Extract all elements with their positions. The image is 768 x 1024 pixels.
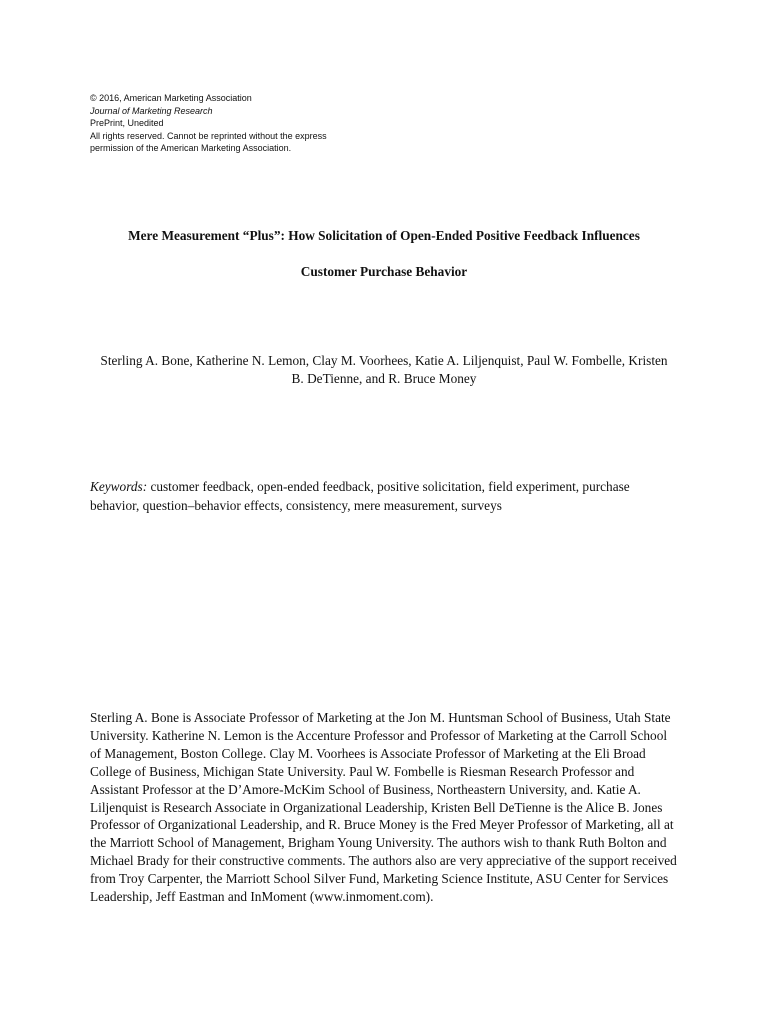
copyright-notice — [90, 92, 390, 155]
journal-name: Journal of Marketing Research — [90, 105, 213, 116]
paper-title-line-1: Mere Measurement “Plus”: How Solicitation of Open-Ended Positive Feedback Influences — [128, 228, 640, 243]
rights-line-2: permission of the American Marketing Association. — [90, 143, 292, 154]
paper-title-line-2: Customer Purchase Behavior — [300, 264, 468, 279]
preprint-status: PrePrint, Unedited — [90, 118, 164, 129]
author-list: Sterling A. Bone, Katherine N. Lemon, Clay M. Voorhees, Katie A. Liljenquist, Paul W. Fombelle, Kristen B. DeTienne, and R. Bruce Money — [100, 353, 668, 386]
author-biographies: Sterling A. Bone is Associate Professor of Marketing at the Jon M. Huntsman School of Business, Utah State University. Katherine N. Lemon is the Accenture Professor and Professor of Marketing at the Carroll School of Management, Boston College. Clay M. Voorhees is Associate Professor of Marketing at the Eli Broad College of Business, Michigan State University. Paul W. Fombelle is Riesman Research Professor and Assistant Professor at the D’Amore-McKim School of Business, Northeastern University, and. Katie A. Liljenquist is Research Associate in Organizational Leadership, Kristen Bell DeTienne is the Alice B. Jones Professor of Organizational Leadership, and R. Bruce Money is the Fred Meyer Professor of Marketing, all at the Marriott School of Management, Brigham Young University. The authors wish to thank Ruth Bolton and Michael Brady for their constructive comments. The authors also are very appreciative of the support received from Troy Carpenter, the Marriott School Silver Fund, Marketing Science Institute, ASU Center for Services Leadership, Jeff Eastman and InMoment (www.inmoment.com). — [90, 710, 677, 905]
copyright-line: © 2016, American Marketing Association — [90, 93, 252, 103]
keywords-paragraph — [90, 478, 670, 515]
keywords-label: Keywords: — [90, 479, 148, 494]
rights-line-1: All rights reserved. Cannot be reprinted without the express — [90, 130, 327, 141]
keywords-text: customer feedback, open-ended feedback, positive solicitation, field experiment, purchase behavior, question–behavior effects, consistency, mere measurement, surveys — [90, 479, 630, 513]
